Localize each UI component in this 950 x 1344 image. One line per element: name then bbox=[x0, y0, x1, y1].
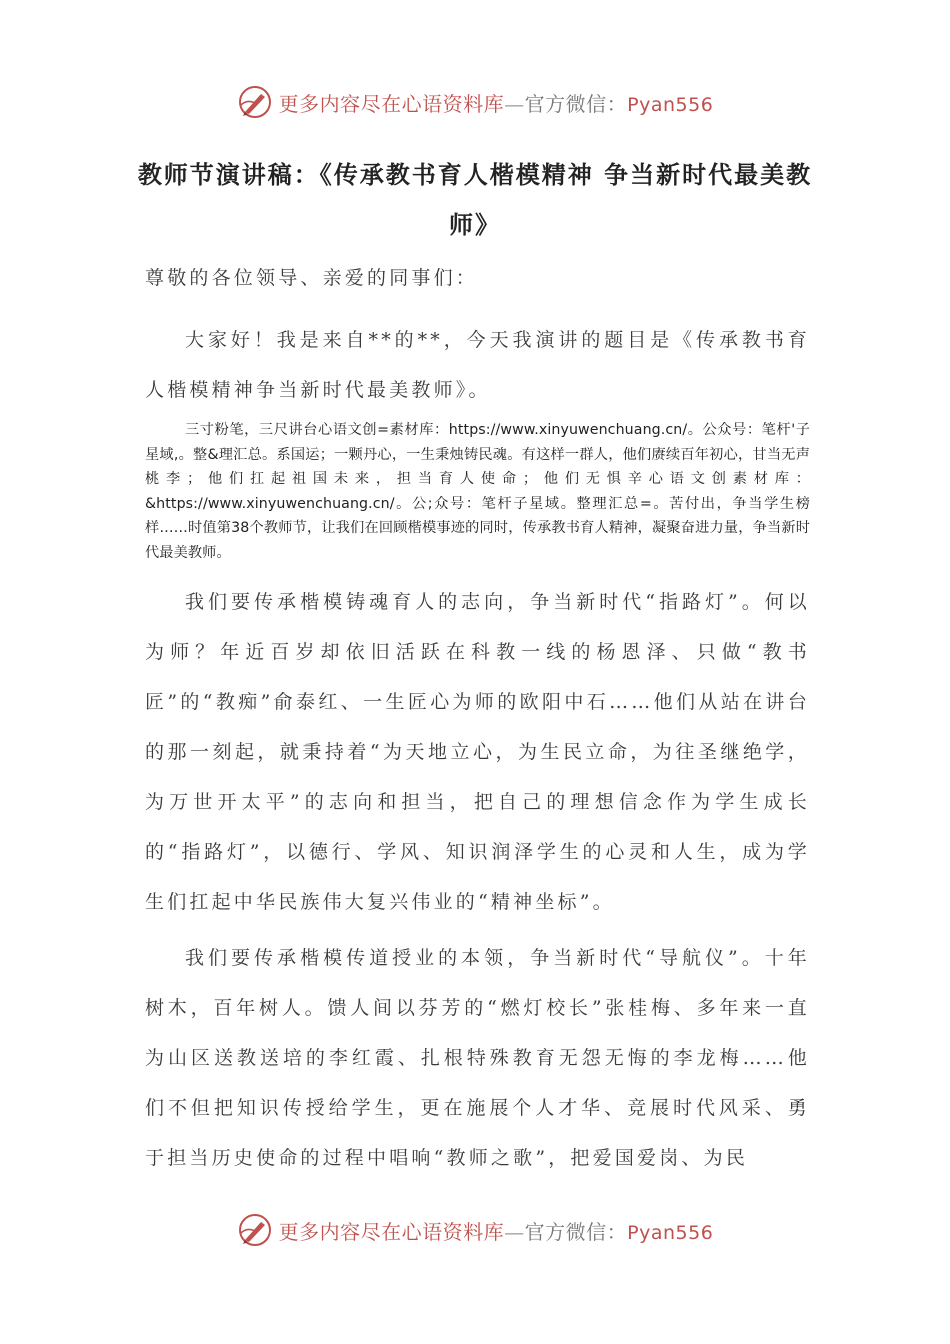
paragraph-navigator: 我们要传承楷模传道授业的本领，争当新时代“导航仪”。十年树木，百年树人。馈人间以芬芳的“燃灯校长”张桂梅、多年来一直为山区送教送培的李红霞、扎根特殊教育无怨无悔的李龙梅……他们不但把知识传授给学生，更在施展个人才华、竞展时代风采、勇于担当历史使命的过程中唱响“教师之歌”，把爱国爱岗、为民 bbox=[145, 947, 810, 1169]
banner-separator: — bbox=[504, 91, 525, 116]
banner-label: 官方微信： bbox=[524, 1219, 628, 1244]
banner-separator: — bbox=[504, 1219, 525, 1244]
pen-logo-icon bbox=[237, 84, 273, 120]
pen-logo-icon bbox=[237, 1212, 273, 1248]
banner-main-text: 更多内容尽在心语资料库 bbox=[278, 91, 505, 116]
header-banner bbox=[0, 82, 950, 122]
paragraph-intro: 大家好！我是来自**的**，今天我演讲的题目是《传承教书育人楷模精神争当新时代最美教师》。 bbox=[145, 329, 810, 401]
greeting: 尊敬的各位领导、亲爱的同事们： bbox=[145, 267, 479, 289]
footer-banner bbox=[0, 1210, 950, 1250]
banner-account: Pyan556 bbox=[627, 93, 714, 116]
banner-account: Pyan556 bbox=[627, 1221, 714, 1244]
banner-label: 官方微信： bbox=[524, 91, 628, 116]
paragraph-guiding-light: 我们要传承楷模铸魂育人的志向，争当新时代“指路灯”。何以为师？年近百岁却依旧活跃在科教一线的杨恩泽、只做“教书匠”的“教痴”俞泰红、一生匠心为师的欧阳中石……他们从站在讲台的那一刻起，就秉持着“为天地立心，为生民立命，为往圣继绝学，为万世开太平”的志向和担当，把自己的理想信念作为学生成长的“指路灯”，以德行、学风、知识润泽学生的心灵和人生，成为学生们扛起中华民族伟大复兴伟业的“精神坐标”。 bbox=[145, 591, 810, 913]
paragraph-small-print: 三寸粉笔，三尺讲台心语文创=素材库：https://www.xinyuwenchuang.cn/。公众号：笔杆'子星域,。整&理汇总。系国运；一颗丹心，一生秉烛铸民魂。有这样一群人，他们赓续百年初心，甘当无声桃李；他们扛起祖国未来，担当育人使命；他们无惧辛心语文创素材库：&https://www.xinyuwenchuang.cn/。公;众号：笔杆子星域。整理汇总=。苦付出，争当学生榜样……时值第38个教师节，让我们在回顾楷模事迹的同时，传承教书育人精神，凝聚奋进力量，争当新时代最美教师。 bbox=[145, 422, 810, 561]
banner-main-text: 更多内容尽在心语资料库 bbox=[278, 1219, 505, 1244]
page-title: 教师节演讲稿：《传承教书育人楷模精神 争当新时代最美教师》 bbox=[137, 161, 813, 239]
